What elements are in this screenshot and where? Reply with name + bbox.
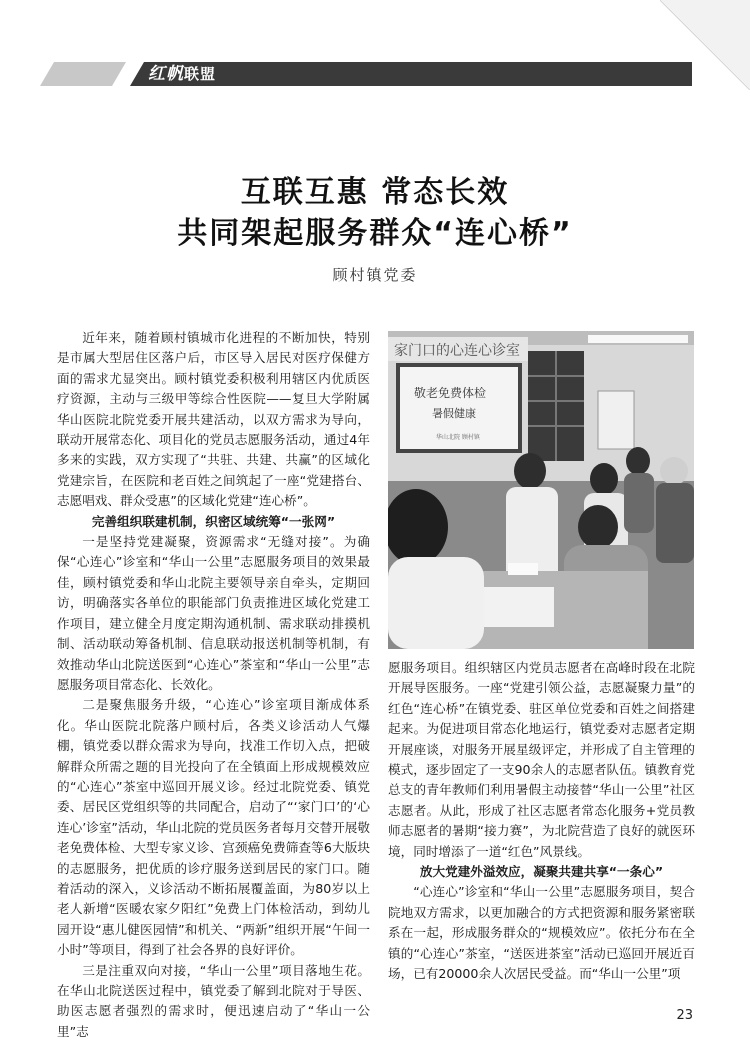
section-title-part1: 红帆	[148, 64, 184, 84]
article-author: 顾村镇党委	[332, 266, 418, 284]
section-heading-1: 完善组织联建机制，织密区域统筹“一张网”	[91, 513, 336, 529]
paragraph-4: “心连心”诊室和“华山一公里”志愿服务项目，契合院地双方需求，以更加融合的方式把资源和服务紧密联系在一起，形成服务群众的“规模效应”。依托分布在全镇的“心连心”茶室，“送医进茶室”活动已巡回开展近百场，已有20000余人次居民受益。而“华山一公里”项	[388, 884, 695, 982]
paragraph-1: 一是坚持党建凝聚，资源需求“无缝对接”。为确保“心连心”诊室和“华山一公里”志愿服务项目的效果最佳，顾村镇党委和华山北院主要领导亲自牵头，定期回访，明确落实各单位的职能部门负责推进区域化党建工作项目，建立健全月度定期沟通机制、需求联动排摸机制、活动联动筹备机制、信息联动报送机制等机制，有效推动华山北院送医到“心连心”茶室和“华山一公里”志愿服务项目常态化、长效化。	[57, 534, 370, 692]
right-column	[388, 658, 695, 985]
paragraph-3: 三是注重双向对接，“华山一公里”项目落地生花。在华山北院送医过程中，镇党委了解到北院对于导医、助医志愿者强烈的需求时，便迅速启动了“华山一公里”志	[57, 962, 370, 1039]
intro-paragraph: 近年来，随着顾村镇城市化进程的不断加快，特别是市属大型居住区落户后，市区导入居民对医疗保健方面的需求尤显突出。顾村镇党委积极利用辖区内优质医疗资源，主动与三级甲等综合性医院——复旦大学附属华山医院北院党委开展共建活动，以双方需求为导向，联动开展常态化、项目化的党员志愿服务活动，通过4年多来的实践，双方实现了“共驻、共建、共赢”的区域化党建宗旨，在医院和老百姓之间筑起了一座“党建搭台、志愿唱戏、群众受惠”的区域化党建“连心桥”。	[57, 330, 370, 509]
left-column	[57, 328, 370, 1042]
photo-banner-text: 家门口的心连心诊室	[394, 343, 520, 359]
page-number: 23	[676, 1008, 693, 1023]
article-title-line2: 共同架起服务群众“连心桥”	[177, 216, 573, 251]
section-banner	[40, 62, 692, 86]
section-title-part2: 联盟	[184, 65, 217, 83]
section-title	[148, 63, 216, 85]
paragraph-2: 二是聚焦服务升级，“心连心”诊室项目渐成体系化。华山医院北院落户顾村后，各类义诊活动人气爆棚，镇党委以群众需求为导向，找准工作切入点，把破解群众所需之题的目光投向了在全镇面上形成规模效应的“心连心”茶室中巡回开展义诊。经过北院党委、镇党委、居民区党组织等的共同配合，启动了“‘家门口’的‘心连心’诊室”活动，华山北院的党员医务者每月交替开展敬老免费体检、大型专家义诊、宫颈癌免费筛查等6大版块的志愿服务，把优质的诊疗服务送到居民的家门口。随着活动的深入，义诊活动不断拓展覆盖面，为80岁以上老人新增“医暖农家夕阳红”免费上门体检活动，到幼儿园开设“惠儿健医园情”和机关、“两新”组织开展“午间一小时”等项目，得到了社会各界的良好评价。	[57, 697, 370, 958]
article-photo	[388, 331, 694, 649]
paragraph-3-continued: 愿服务项目。组织辖区内党员志愿者在高峰时段在北院开展导医服务。一座“党建引领公益，志愿凝聚力量”的红色“连心桥”在镇党委、驻区单位党委和百姓之间搭建起来。为促进项目常态化地运行，镇党委对志愿者定期开展座谈，对服务开展星级评定，并形成了自主管理的模式，逐步固定了一支90余人的志愿者队伍。镇教育党总支的青年教师们利用暑假主动接替“华山一公里”社区志愿者。从此，形成了社区志愿者常态化服务+党员教师志愿者的暑期“接力赛”，为北院营造了良好的就医环境，同时增添了一道“红色”风景线。	[388, 660, 695, 859]
photo-board-text-2: 暑假健康	[432, 407, 476, 420]
clinic-photo-illustration	[388, 331, 694, 649]
photo-board-text-1: 敬老免费体检	[414, 386, 487, 400]
article-title-line1: 互联互惠 常态长效	[240, 175, 510, 210]
section-heading-2: 放大党建外溢效应，凝聚共建共享“一条心”	[419, 864, 664, 880]
photo-board-caption: 华山北院 顾村镇	[436, 434, 480, 441]
